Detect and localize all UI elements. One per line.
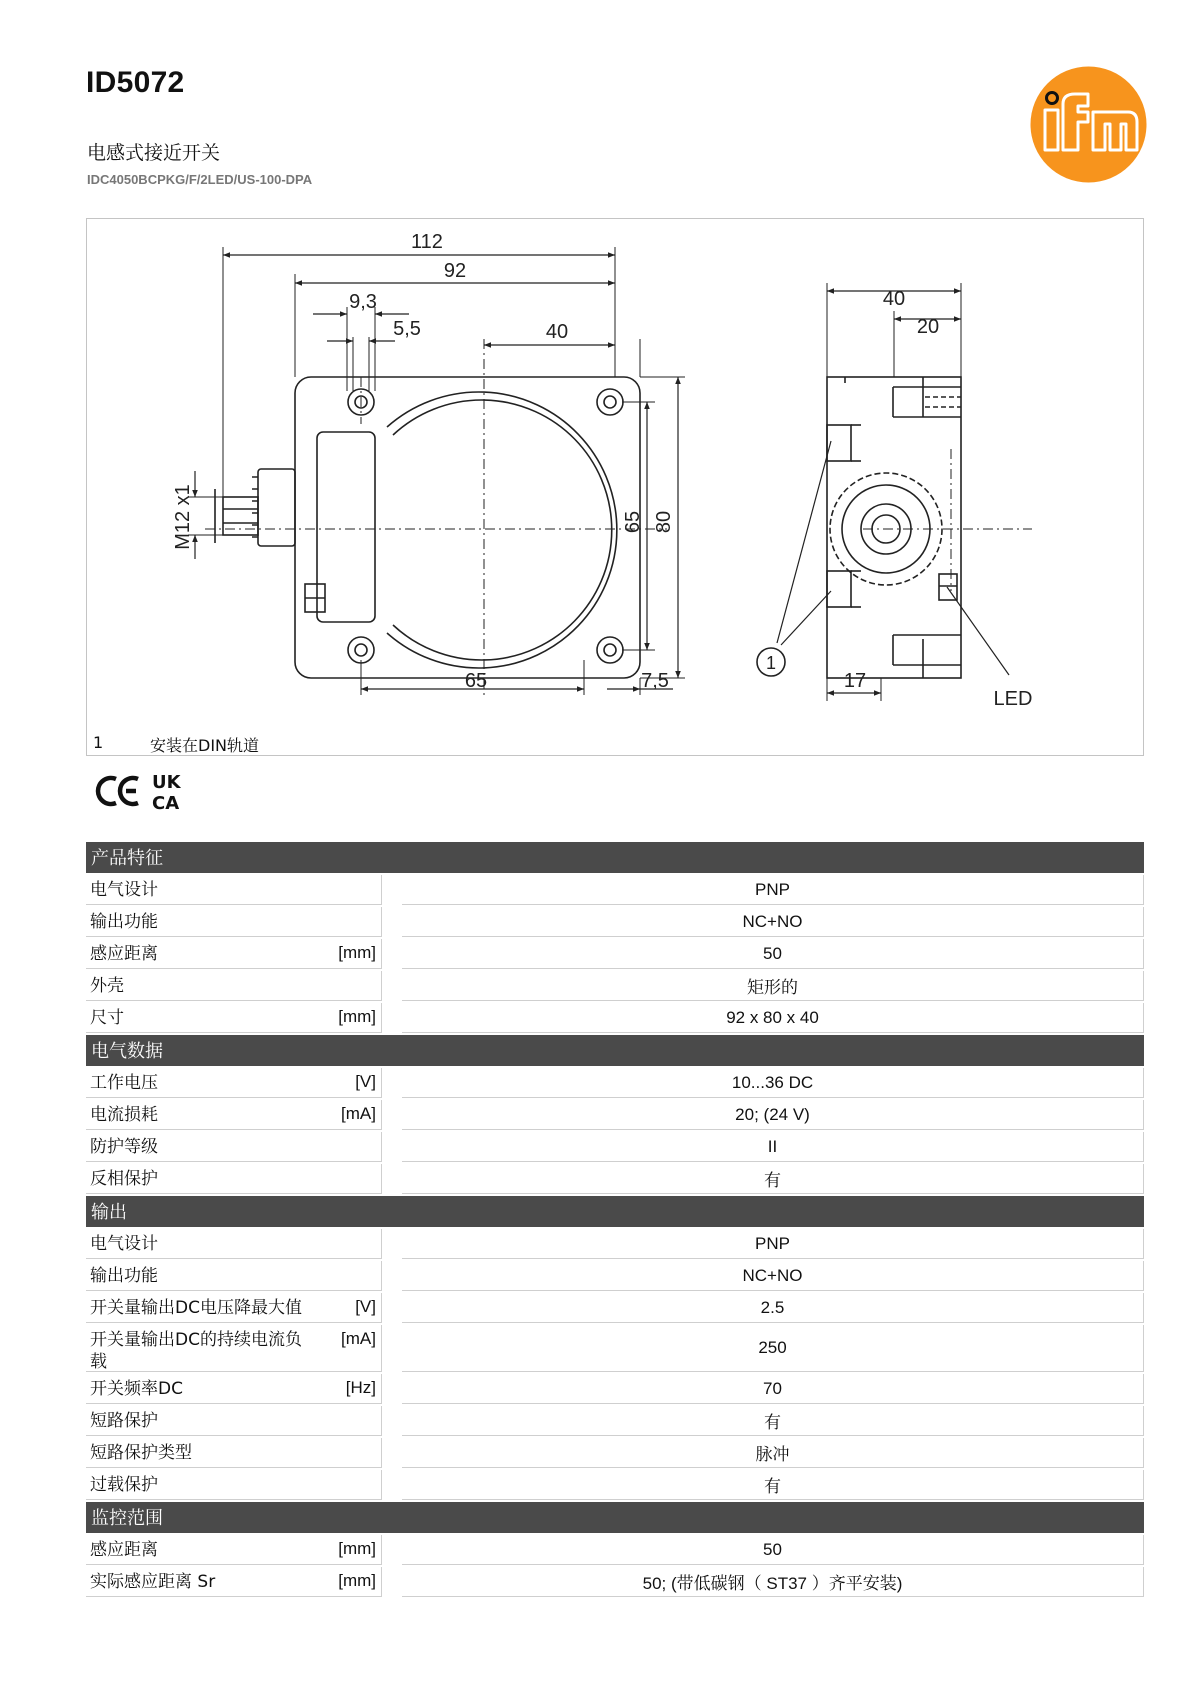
spec-row — [86, 1132, 1144, 1162]
spec-label: 电气设计 — [90, 880, 158, 900]
spec-row — [86, 1261, 1144, 1291]
spec-value: 50; (带低碳钢（ ST37 ）齐平安装) — [402, 1567, 1144, 1597]
spec-row — [86, 1293, 1144, 1323]
spec-value: 脉冲 — [402, 1438, 1144, 1468]
spec-label-cell — [86, 1470, 382, 1500]
dim-7-5: 7,5 — [641, 670, 669, 692]
dim-20: 20 — [916, 316, 940, 338]
spec-label: 电气设计 — [90, 1234, 158, 1254]
spec-unit: [mm] — [338, 1539, 376, 1558]
dim-9-3: 9,3 — [349, 291, 377, 313]
dim-65-vertical: 65 — [622, 510, 644, 534]
dim-40-front: 40 — [545, 321, 569, 343]
ifm-logo — [1030, 66, 1147, 183]
spec-value: 92 x 80 x 40 — [402, 1003, 1144, 1033]
spec-label-cell — [86, 1229, 382, 1259]
spec-label-cell — [86, 1164, 382, 1194]
spec-value: NC+NO — [402, 1261, 1144, 1291]
spec-value: 50 — [402, 1535, 1144, 1565]
note-text: 安装在DIN轨道 — [150, 736, 260, 755]
note-number: 1 — [93, 733, 104, 752]
spec-label: 开关量输出DC电压降最大值 — [90, 1298, 302, 1318]
spec-label-cell — [86, 1567, 382, 1597]
dim-m12: M12 x1 — [172, 484, 194, 550]
spec-row — [86, 1535, 1144, 1565]
section-header: 输出 — [86, 1196, 1144, 1227]
spec-unit: [V] — [355, 1072, 376, 1091]
section-header: 电气数据 — [86, 1035, 1144, 1066]
spec-unit: [mm] — [338, 1571, 376, 1590]
spec-label-cell — [86, 939, 382, 969]
spec-label: 尺寸 — [90, 1008, 124, 1028]
uk-mark: UK — [152, 772, 181, 793]
spec-label: 工作电压 — [90, 1073, 158, 1093]
spec-row — [86, 1229, 1144, 1259]
callout-1: 1 — [765, 653, 777, 673]
spec-row — [86, 1374, 1144, 1404]
spec-row — [86, 971, 1144, 1001]
section-header: 监控范围 — [86, 1502, 1144, 1533]
spec-label: 输出功能 — [90, 912, 158, 932]
spec-label: 反相保护 — [90, 1169, 158, 1189]
spec-label: 短路保护类型 — [90, 1443, 192, 1463]
spec-label-cell — [86, 971, 382, 1001]
spec-label-cell — [86, 1261, 382, 1291]
spec-label-cell — [86, 1535, 382, 1565]
spec-label: 短路保护 — [90, 1411, 158, 1431]
spec-value: 250 — [402, 1325, 1144, 1372]
spec-value: NC+NO — [402, 907, 1144, 937]
spec-label-cell — [86, 875, 382, 905]
spec-label: 开关频率DC — [90, 1379, 183, 1399]
spec-label-cell — [86, 1325, 382, 1372]
section-header: 产品特征 — [86, 842, 1144, 873]
spec-value: II — [402, 1132, 1144, 1162]
led-label: LED — [993, 688, 1033, 710]
spec-label: 防护等级 — [90, 1137, 158, 1157]
spec-value: 70 — [402, 1374, 1144, 1404]
spec-row — [86, 1003, 1144, 1033]
spec-unit: [mm] — [338, 943, 376, 962]
spec-label: 外壳 — [90, 976, 124, 996]
spec-value: 有 — [402, 1164, 1144, 1194]
spec-label-cell — [86, 1406, 382, 1436]
dim-112: 112 — [411, 231, 443, 253]
spec-row — [86, 1567, 1144, 1597]
spec-row — [86, 907, 1144, 937]
spec-label-cell — [86, 907, 382, 937]
spec-row — [86, 939, 1144, 969]
ca-mark: CA — [152, 793, 180, 812]
spec-unit: [mA] — [341, 1104, 376, 1123]
spec-label-cell — [86, 1068, 382, 1098]
dim-5-5: 5,5 — [393, 318, 421, 340]
spec-label: 电流损耗 — [90, 1105, 158, 1125]
dim-92: 92 — [443, 260, 467, 282]
dim-40-side: 40 — [882, 288, 906, 310]
spec-value: 20; (24 V) — [402, 1100, 1144, 1130]
spec-label-cell — [86, 1374, 382, 1404]
dimension-drawing-svg — [87, 219, 1145, 735]
spec-row — [86, 1068, 1144, 1098]
spec-label: 输出功能 — [90, 1266, 158, 1286]
spec-row — [86, 1325, 1144, 1372]
spec-row — [86, 1100, 1144, 1130]
spec-value: PNP — [402, 875, 1144, 905]
spec-label-cell — [86, 1100, 382, 1130]
product-title: ID5072 — [86, 66, 185, 99]
article-code: IDC4050BCPKG/F/2LED/US-100-DPA — [87, 172, 313, 187]
spec-row — [86, 1164, 1144, 1194]
spec-unit: [Hz] — [345, 1378, 376, 1397]
spec-value: PNP — [402, 1229, 1144, 1259]
spec-unit: [V] — [355, 1297, 376, 1316]
spec-value: 矩形的 — [402, 971, 1144, 1001]
spec-row — [86, 1406, 1144, 1436]
spec-label: 实际感应距离 Sr — [90, 1572, 216, 1592]
spec-label-cell — [86, 1003, 382, 1033]
dim-80: 80 — [653, 510, 675, 534]
spec-table — [86, 842, 1144, 1602]
spec-value: 有 — [402, 1470, 1144, 1500]
dim-17: 17 — [843, 670, 867, 692]
dimension-drawing — [86, 218, 1144, 756]
spec-label-cell — [86, 1132, 382, 1162]
spec-unit: [mA] — [341, 1329, 376, 1348]
spec-value: 有 — [402, 1406, 1144, 1436]
product-subtitle: 电感式接近开关 — [87, 142, 221, 164]
spec-label-cell — [86, 1293, 382, 1323]
spec-label: 开关量输出DC的持续电流负载 — [90, 1330, 302, 1372]
spec-unit: [mm] — [338, 1007, 376, 1026]
dim-65-horizontal: 65 — [464, 670, 488, 692]
spec-value: 2.5 — [402, 1293, 1144, 1323]
certification-marks — [94, 770, 204, 812]
spec-value: 50 — [402, 939, 1144, 969]
spec-row — [86, 875, 1144, 905]
spec-label: 过载保护 — [90, 1475, 158, 1495]
spec-value: 10...36 DC — [402, 1068, 1144, 1098]
spec-row — [86, 1438, 1144, 1468]
spec-row — [86, 1470, 1144, 1500]
spec-label: 感应距离 — [90, 944, 158, 964]
spec-label: 感应距离 — [90, 1540, 158, 1560]
spec-label-cell — [86, 1438, 382, 1468]
